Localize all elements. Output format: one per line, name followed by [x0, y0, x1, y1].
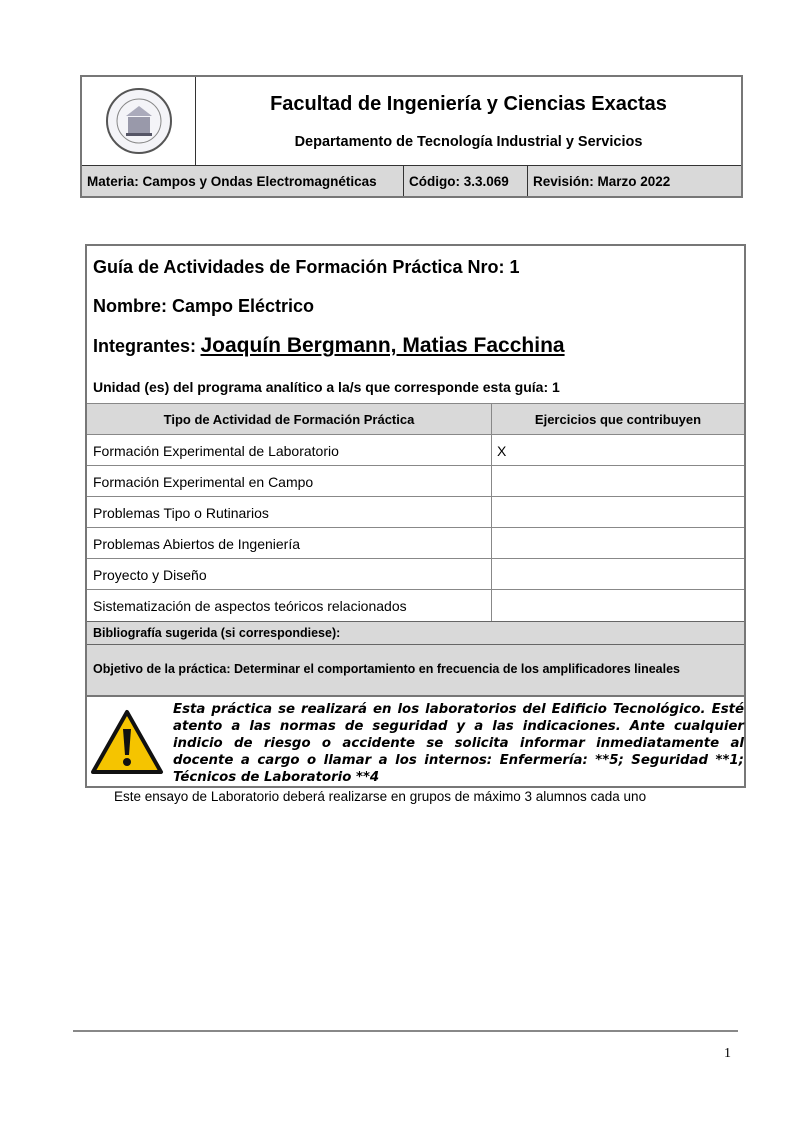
- row-ejercicios: X: [491, 435, 744, 466]
- row-tipo: Formación Experimental de Laboratorio: [93, 443, 339, 459]
- materia-cell: Materia: Campos y Ondas Electromagnéticas: [82, 166, 404, 196]
- row-ejercicios: [491, 497, 744, 528]
- table-row: [87, 496, 744, 528]
- header-tipo: Tipo de Actividad de Formación Práctica: [163, 412, 415, 427]
- row-ejercicios: [491, 528, 744, 559]
- table-row: [87, 589, 744, 621]
- row-tipo: Problemas Tipo o Rutinarios: [93, 505, 269, 521]
- row-ejercicios: [491, 590, 744, 621]
- table-row: [87, 465, 744, 497]
- row-tipo: Problemas Abiertos de Ingeniería: [93, 536, 301, 552]
- page-number: 1: [724, 1046, 731, 1061]
- row-tipo: Formación Experimental en Campo: [93, 474, 314, 490]
- bibliografia-label: Bibliografía sugerida (si correspondiese):: [93, 626, 341, 640]
- faculty-title: Facultad de Ingeniería y Ciencias Exactas: [270, 93, 667, 115]
- university-seal-logo: [82, 77, 196, 166]
- table-row: [87, 558, 744, 590]
- header-ejercicios: Ejercicios que contribuyen: [491, 404, 744, 435]
- integrantes-line: [93, 334, 565, 358]
- row-tipo: Sistematización de aspectos teóricos relacionados: [93, 598, 407, 614]
- row-tipo: Proyecto y Diseño: [93, 567, 207, 583]
- guide-box: [85, 244, 746, 788]
- row-ejercicios: [491, 466, 744, 497]
- guide-name: Nombre: Campo Eléctrico: [93, 296, 315, 316]
- safety-warning-text: Esta práctica se realizará en los laboratorios del Edificio Tecnológico. Esté atento a las normas de seguridad y a las indicaciones. Ante cualquier indicio de riesgo o accidente se solicita informar inmediatamente al docente a cargo o llamar a los internos: Enfermería: **5; Seguridad **1; Técnicos de Laboratorio **4: [173, 702, 744, 785]
- objetivo-row: [87, 645, 744, 697]
- table-header-row: [87, 403, 744, 435]
- header-table: [80, 75, 743, 198]
- bibliografia-row: [87, 621, 744, 645]
- table-row: [87, 434, 744, 466]
- warning-icon: [90, 709, 164, 780]
- group-note: Este ensayo de Laboratorio deberá realizarse en grupos de máximo 3 alumnos cada uno: [114, 789, 647, 804]
- codigo-cell: Código: 3.3.069: [404, 166, 528, 196]
- integrantes-names: Joaquín Bergmann, Matias Facchina: [200, 334, 565, 357]
- revision-cell: Revisión: Marzo 2022: [528, 166, 741, 196]
- guide-title: Guía de Actividades de Formación Práctica Nro: 1: [93, 257, 520, 277]
- objetivo-text: Objetivo de la práctica: Determinar el comportamiento en frecuencia de los amplificadores lineales: [93, 662, 680, 676]
- header-title-cell: [196, 77, 741, 166]
- integrantes-label: Integrantes:: [93, 336, 197, 356]
- unidad-line: Unidad (es) del programa analítico a la/s que corresponde esta guía: 1: [93, 379, 560, 395]
- row-ejercicios: [491, 559, 744, 590]
- department-subtitle: Departamento de Tecnología Industrial y Servicios: [294, 134, 643, 150]
- footer-divider: [73, 1030, 738, 1032]
- table-row: [87, 527, 744, 559]
